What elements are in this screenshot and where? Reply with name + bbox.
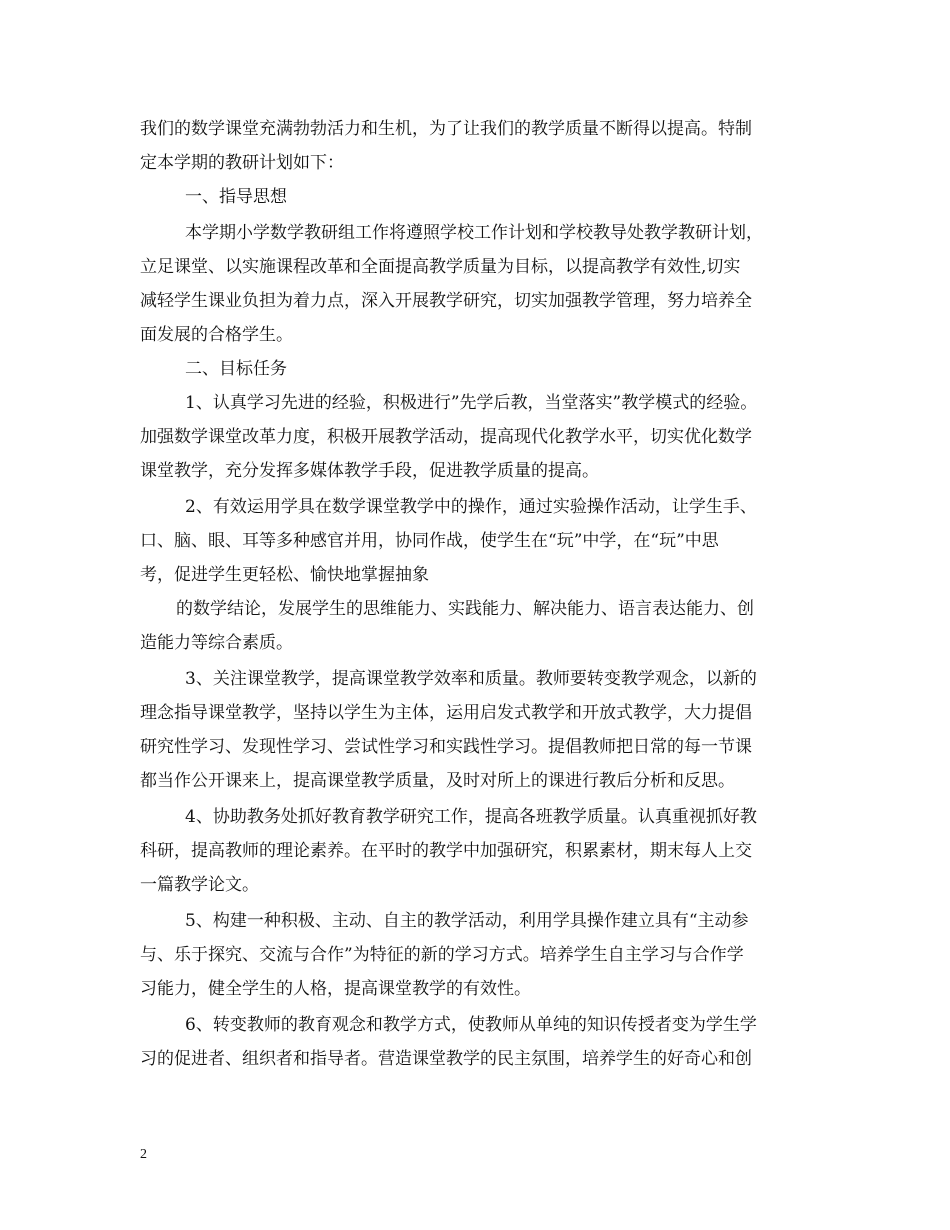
text-line: 3、关注课堂教学，提高课堂教学效率和质量。教师要转变教学观念，以新的	[185, 669, 757, 689]
text-line: 习能力，健全学生的人格，提高课堂教学的有效性。	[140, 979, 531, 999]
section-heading: 一、指导思想	[185, 187, 287, 207]
text-line: 研究性学习、发现性学习、尝试性学习和实践性学习。提倡教师把日常的每一节课	[140, 737, 752, 757]
text-line: 面发展的合格学生。	[140, 325, 293, 345]
text-line: 与、乐于探究、交流与合作”为特征的新的学习方式。培养学生自主学习与合作学	[140, 945, 744, 965]
text-line: 都当作公开课来上，提高课堂教学质量，及时对所上的课进行教后分析和反思。	[140, 771, 735, 791]
text-line: 2、有效运用学具在数学课堂教学中的操作，通过实验操作活动，让学生手、	[185, 497, 757, 517]
text-line: 理念指导课堂教学，坚持以学生为主体，运用启发式教学和开放式教学，大力提倡	[140, 703, 752, 723]
text-line: 1、认真学习先进的经验，积极进行”先学后教，当堂落实”教学模式的经验。	[185, 393, 758, 413]
text-line: 5、构建一种积极、主动、自主的教学活动，利用学具操作建立具有“主动参	[185, 911, 749, 931]
text-line: 6、转变教师的教育观念和教学方式，使教师从单纯的知识传授者变为学生学	[185, 1015, 757, 1035]
section-heading: 二、目标任务	[185, 359, 287, 379]
text-line: 科研，提高教师的理论素养。在平时的教学中加强研究，积累素材，期末每人上交	[140, 841, 752, 861]
text-line: 一篇教学论文。	[140, 875, 259, 895]
text-line: 口、脑、眼、耳等多种感官并用，协同作战，使学生在“玩”中学，在“玩”中思	[140, 531, 719, 551]
text-line: 立足课堂、以实施课程改革和全面提高教学质量为目标，以提高教学有效性,切实	[140, 257, 741, 277]
text-line: 定本学期的教研计划如下：	[140, 153, 344, 173]
text-line: 造能力等综合素质。	[140, 633, 293, 653]
text-line: 我们的数学课堂充满勃勃活力和生机，为了让我们的教学质量不断得以提高。特制	[140, 119, 752, 139]
page-number: 2	[140, 1147, 147, 1162]
text-line: 课堂教学，充分发挥多媒体教学手段，促进教学质量的提高。	[140, 461, 599, 481]
text-line: 考，促进学生更轻松、愉快地掌握抽象	[140, 565, 429, 585]
text-line: 4、协助教务处抓好教育教学研究工作，提高各班教学质量。认真重视抓好教	[185, 807, 757, 827]
text-line: 减轻学生课业负担为着力点，深入开展教学研究，切实加强教学管理，努力培养全	[140, 291, 752, 311]
text-line: 本学期小学数学教研组工作将遵照学校工作计划和学校教导处教学教研计划，	[185, 223, 763, 243]
text-line: 的数学结论，发展学生的思维能力、实践能力、解决能力、语言表达能力、创	[176, 599, 754, 619]
text-line: 习的促进者、组织者和指导者。营造课堂教学的民主氛围，培养学生的好奇心和创	[140, 1049, 752, 1069]
text-line: 加强数学课堂改革力度，积极开展教学活动，提高现代化教学水平，切实优化数学	[140, 427, 752, 447]
